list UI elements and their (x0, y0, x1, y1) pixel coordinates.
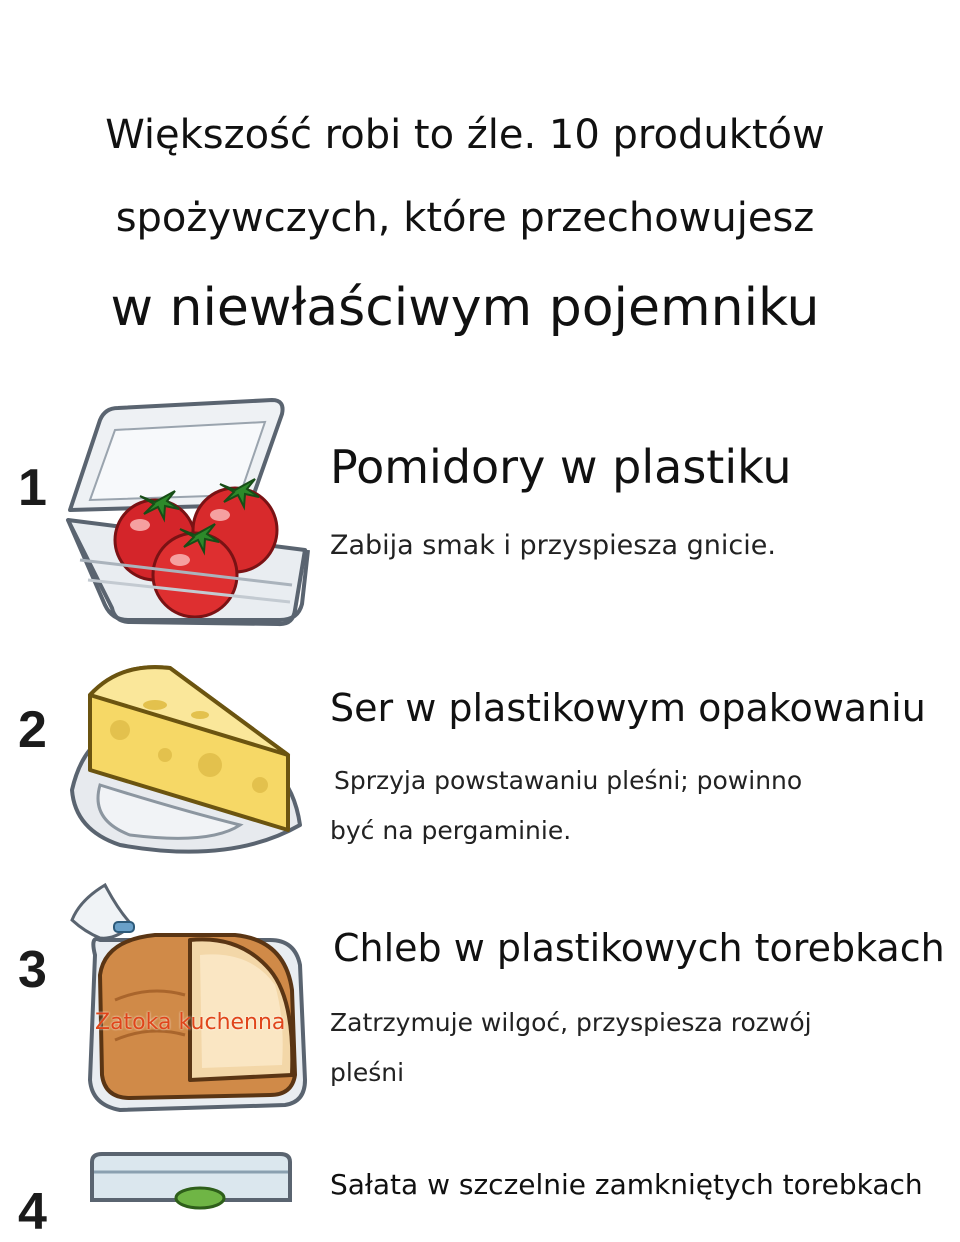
list-item (0, 1150, 960, 1241)
item-number: 1 (18, 459, 47, 517)
cheese-icon (60, 660, 310, 860)
item-description: Zatrzymuje wilgoć, przyspiesza rozwój (330, 1008, 812, 1037)
item-heading: Chleb w plastikowych torebkach (333, 926, 945, 970)
item-number: 4 (18, 1183, 47, 1241)
item-heading: Ser w plastikowym opakowaniu (330, 686, 926, 730)
list-item (0, 880, 960, 1120)
list-item (0, 390, 960, 640)
tomato-container-icon (60, 390, 310, 635)
watermark: Zatoka kuchenna (95, 1010, 286, 1035)
item-description: Zabija smak i przyspiesza gnicie. (330, 530, 776, 561)
list-item (0, 660, 960, 860)
item-number: 3 (18, 941, 47, 999)
item-heading: Sałata w szczelnie zamkniętych torebkach (330, 1168, 923, 1201)
lettuce-bag-icon (90, 1150, 340, 1200)
item-number: 2 (18, 701, 47, 759)
item-description-cont: być na pergaminie. (330, 816, 572, 845)
title-line-3: w niewłaściwym pojemniku (110, 278, 820, 338)
title-line-2: spożywczych, które przechowujesz (115, 195, 815, 241)
bread-bag-icon (60, 880, 310, 1120)
item-description: Sprzyja powstawaniu pleśni; powinno (334, 766, 803, 795)
title-line-1: Większość robi to źle. 10 produktów (105, 112, 825, 158)
item-heading: Pomidory w plastiku (330, 440, 792, 494)
item-description-cont: pleśni (330, 1058, 405, 1087)
